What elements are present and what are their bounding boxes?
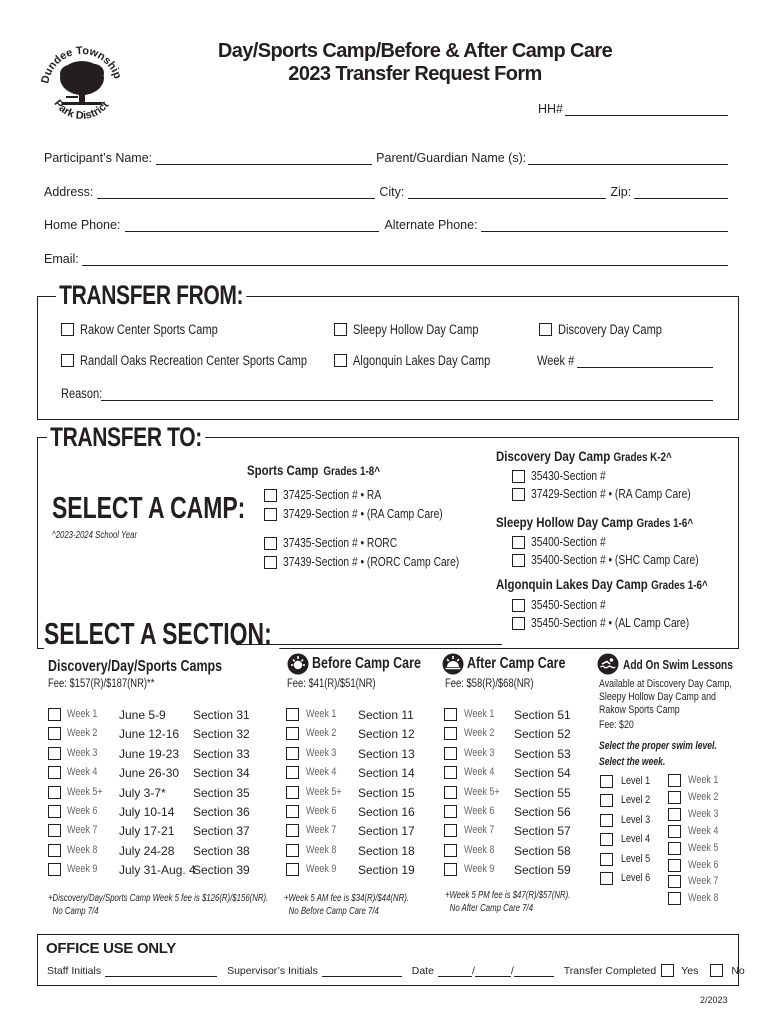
date-sep-2: /: [510, 965, 514, 977]
sleepy-hollow-checkbox[interactable]: [334, 323, 347, 336]
camp-section: Section 32: [193, 727, 250, 742]
camps-fee: Fee: $157(R)/$187(NR)**: [48, 678, 155, 690]
camp-section: Section 31: [193, 708, 250, 722]
camp-week-label: Week 2: [67, 727, 98, 740]
before-week-label: Week 7: [306, 824, 337, 837]
after-section: Section 52: [514, 727, 571, 742]
office-use-heading: OFFICE USE ONLY: [46, 940, 176, 957]
sleepy-35400-care-label: 35400-Section # • (SHC Camp Care): [531, 553, 699, 567]
home-phone-label: Home Phone:: [44, 218, 121, 232]
before-week-label: Week 4: [306, 766, 337, 779]
before-week-checkbox[interactable]: [286, 727, 299, 740]
before-week-checkbox[interactable]: [286, 805, 299, 818]
swim-level-label: Level 3: [621, 813, 651, 826]
participant-field[interactable]: [156, 153, 372, 165]
city-label: City:: [379, 185, 405, 199]
swim-week-checkbox[interactable]: [668, 808, 681, 821]
school-year-note: ^2023-2024 School Year: [52, 530, 138, 541]
camp-date: June 5-9: [119, 708, 166, 722]
before-column-title: Before Camp Care: [312, 655, 421, 672]
camp-section: Section 35: [193, 785, 250, 800]
camp-date: July 17-21: [119, 824, 175, 839]
camp-week-label: Week 8: [67, 843, 98, 856]
after-week-label: Week 1: [464, 708, 495, 720]
tree-icon: [36, 38, 128, 130]
date-sep-1: /: [471, 965, 475, 977]
camp-section: Section 33: [193, 746, 250, 761]
algonquin-35450-care-checkbox[interactable]: [512, 617, 525, 630]
before-note-2: No Before Camp Care 7/4: [288, 906, 379, 917]
after-note-2: No After Camp Care 7/4: [449, 903, 534, 914]
algonquin-checkbox[interactable]: [334, 354, 347, 367]
before-week-checkbox[interactable]: [286, 863, 299, 876]
park-district-logo: [36, 38, 128, 130]
after-week-checkbox[interactable]: [444, 844, 457, 857]
after-week-checkbox[interactable]: [444, 786, 457, 799]
form-title: Day/Sports Camp/Before & After Camp Care: [217, 40, 613, 62]
sports-37439-label: 37439-Section # • (RORC Camp Care): [283, 555, 460, 569]
sports-camp-grades: Grades 1-8^: [323, 464, 380, 478]
sleepy-35400-label: 35400-Section #: [531, 535, 606, 549]
camp-week-checkbox[interactable]: [48, 708, 61, 721]
after-week-checkbox[interactable]: [444, 824, 457, 837]
before-section: Section 13: [358, 746, 415, 761]
revision-date: 2/2023: [700, 995, 728, 1005]
address-label: Address:: [44, 185, 94, 199]
before-section: Section 12: [358, 727, 415, 742]
supervisor-initials-label: Supervisor’s Initials: [227, 965, 318, 977]
camp-date: June 19-23: [119, 746, 180, 761]
after-note-1: +Week 5 PM fee is $47(R)/$57(NR).: [445, 890, 571, 901]
swim-desc-3: Rakow Sports Camp: [599, 704, 680, 716]
address-field[interactable]: [97, 187, 375, 199]
after-week-label: Week 4: [464, 766, 495, 779]
sports-37429-checkbox[interactable]: [264, 508, 277, 521]
after-section: Section 56: [514, 805, 571, 819]
camp-section: Section 37: [193, 824, 250, 839]
camps-note-2: No Camp 7/4: [52, 906, 99, 917]
sleepy-camp-title: Sleepy Hollow Day Camp: [496, 514, 634, 530]
home-phone-field[interactable]: [125, 220, 379, 232]
swim-level-label: Level 1: [621, 775, 651, 787]
after-week-checkbox[interactable]: [444, 747, 457, 760]
week-label: Week #: [537, 353, 575, 368]
before-fee: Fee: $41(R)/$51(NR): [287, 678, 376, 690]
after-week-label: Week 8: [464, 843, 495, 856]
sports-37435-label: 37435-Section # • RORC: [283, 536, 398, 550]
after-week-label: Week 7: [464, 824, 495, 837]
camp-date: June 12-16: [119, 727, 180, 742]
alt-phone-field[interactable]: [481, 220, 728, 232]
before-section: Section 16: [358, 805, 415, 819]
swim-week-label: Week 6: [688, 858, 719, 871]
sleepy-35400-care-checkbox[interactable]: [512, 554, 525, 567]
after-section: Section 54: [514, 766, 571, 781]
after-week-checkbox[interactable]: [444, 805, 457, 818]
parent-label: Parent/Guardian Name (s):: [376, 151, 527, 165]
discovery-camp-title: Discovery Day Camp: [496, 448, 611, 464]
swim-level-label: Level 5: [621, 852, 651, 865]
before-note-1: +Week 5 AM fee is $34(R)/$44(NR).: [284, 893, 410, 904]
completed-no-checkbox[interactable]: [710, 964, 723, 977]
algonquin-camp-title: Algonquin Lakes Day Camp: [496, 576, 648, 592]
date-month-field[interactable]: [438, 967, 472, 977]
camp-week-label: Week 5+: [67, 785, 103, 798]
camp-week-checkbox[interactable]: [48, 766, 61, 779]
before-week-checkbox[interactable]: [286, 766, 299, 779]
camp-week-label: Week 9: [67, 863, 98, 876]
swim-week-checkbox[interactable]: [668, 791, 681, 804]
sports-camp-title: Sports Camp: [247, 462, 319, 478]
after-week-label: Week 9: [464, 863, 495, 876]
after-section: Section 59: [514, 863, 571, 878]
camp-week-checkbox[interactable]: [48, 844, 61, 857]
date-year-field[interactable]: [514, 967, 554, 977]
swim-level-checkbox[interactable]: [600, 853, 613, 866]
camp-date: July 24-28: [119, 843, 175, 858]
camp-week-label: Week 3: [67, 746, 98, 759]
before-week-label: Week 2: [306, 727, 337, 740]
completed-no-label: No: [731, 965, 745, 977]
date-label: Date: [411, 965, 434, 977]
camp-date: July 10-14: [119, 805, 175, 819]
select-section-rule: [236, 644, 502, 645]
sports-37425-checkbox[interactable]: [264, 489, 277, 502]
camps-column-title: Discovery/Day/Sports Camps: [48, 658, 223, 675]
transfer-to-heading: TRANSFER TO:: [47, 422, 205, 453]
swim-column-title: Add On Swim Lessons: [623, 656, 733, 672]
swim-week-label: Week 2: [688, 790, 719, 803]
sleepy-camp-grades: Grades 1-6^: [636, 516, 694, 530]
after-section: Section 58: [514, 843, 571, 858]
camp-week-checkbox[interactable]: [48, 805, 61, 818]
swim-week-checkbox[interactable]: [668, 825, 681, 838]
svg-text:Park District: Park District: [51, 97, 112, 123]
before-week-label: Week 9: [306, 863, 337, 876]
camp-section: Section 34: [193, 766, 250, 781]
algonquin-camp-grades: Grades 1-6^: [651, 578, 708, 592]
alt-phone-label: Alternate Phone:: [384, 218, 478, 232]
swim-level-checkbox[interactable]: [600, 794, 613, 807]
swim-level-checkbox[interactable]: [600, 814, 613, 827]
camp-section: Section 36: [193, 805, 250, 819]
after-section: Section 55: [514, 785, 571, 800]
swimmer-icon: [597, 653, 619, 675]
before-week-checkbox[interactable]: [286, 786, 299, 799]
camp-week-checkbox[interactable]: [48, 786, 61, 799]
select-camp-heading: SELECT A CAMP:: [52, 490, 246, 525]
before-week-checkbox[interactable]: [286, 747, 299, 760]
swim-week-checkbox[interactable]: [668, 842, 681, 855]
after-section: Section 57: [514, 824, 571, 839]
discovery-checkbox[interactable]: [539, 323, 552, 336]
swim-week-checkbox[interactable]: [668, 774, 681, 787]
after-week-checkbox[interactable]: [444, 863, 457, 876]
swim-level-label: Level 2: [621, 794, 651, 807]
select-section-heading: SELECT A SECTION:: [44, 616, 279, 652]
rakow-checkbox[interactable]: [61, 323, 74, 336]
swim-level-label: Level 4: [621, 833, 651, 846]
participant-label: Participant’s Name:: [44, 151, 153, 165]
swim-level-checkbox[interactable]: [600, 775, 613, 788]
before-section: Section 11: [358, 708, 414, 722]
camp-week-checkbox[interactable]: [48, 863, 61, 876]
swim-level-checkbox[interactable]: [600, 833, 613, 846]
sunset-icon: [442, 653, 464, 675]
transfer-from-heading: TRANSFER FROM:: [56, 280, 246, 311]
after-week-label: Week 2: [464, 727, 495, 740]
camp-week-label: Week 7: [67, 824, 98, 837]
sleepy-35400-checkbox[interactable]: [512, 536, 525, 549]
before-week-checkbox[interactable]: [286, 824, 299, 837]
before-section: Section 14: [358, 766, 415, 781]
algonquin-35450-care-label: 35450-Section # • (AL Camp Care): [531, 616, 690, 630]
hh-label: HH#: [538, 102, 564, 116]
camp-week-label: Week 1: [67, 708, 98, 720]
city-field[interactable]: [408, 187, 606, 199]
staff-initials-field[interactable]: [105, 967, 217, 977]
swim-week-label: Week 7: [688, 875, 719, 888]
camp-week-label: Week 6: [67, 805, 98, 817]
camp-week-label: Week 4: [67, 766, 98, 779]
rakow-label: Rakow Center Sports Camp: [80, 322, 218, 337]
swim-week-label: Week 4: [688, 824, 719, 837]
after-week-label: Week 5+: [464, 785, 500, 798]
transfer-completed-label: Transfer Completed: [563, 965, 657, 977]
algonquin-35450-checkbox[interactable]: [512, 599, 525, 612]
swim-instr-1: Select the proper swim level.: [599, 740, 717, 752]
swim-fee: Fee: $20: [599, 719, 634, 731]
hh-field[interactable]: [565, 104, 728, 116]
sports-37425-label: 37425-Section # • RA: [283, 488, 382, 502]
before-week-label: Week 1: [306, 708, 337, 720]
discovery-37429-label: 37429-Section # • (RA Camp Care): [531, 487, 691, 501]
algonquin-35450-label: 35450-Section #: [531, 598, 606, 612]
email-field[interactable]: [82, 254, 728, 266]
date-day-field[interactable]: [475, 967, 511, 977]
algonquin-label: Algonquin Lakes Day Camp: [353, 353, 491, 368]
camp-date: July 3-7*: [119, 785, 166, 800]
completed-yes-label: Yes: [681, 965, 699, 977]
before-section: Section 15: [358, 785, 415, 800]
after-week-label: Week 3: [464, 746, 495, 759]
swim-instr-2: Select the week.: [599, 756, 666, 768]
camp-date: June 26-30: [119, 766, 180, 781]
discovery-35430-label: 35430-Section #: [531, 469, 606, 483]
swim-week-checkbox[interactable]: [668, 875, 681, 888]
camp-week-checkbox[interactable]: [48, 747, 61, 760]
sports-37429-label: 37429-Section # • (RA Camp Care): [283, 507, 443, 521]
svg-text:Dundee Township: Dundee Township: [39, 44, 124, 85]
before-week-label: Week 5+: [306, 785, 342, 798]
camp-section: Section 39: [193, 863, 250, 878]
discovery-37429-checkbox[interactable]: [512, 488, 525, 501]
swim-desc-1: Available at Discovery Day Camp,: [599, 678, 732, 690]
swim-week-checkbox[interactable]: [668, 892, 681, 905]
before-week-label: Week 3: [306, 746, 337, 759]
randall-oaks-label: Randall Oaks Recreation Center Sports Camp: [80, 353, 308, 368]
camp-week-checkbox[interactable]: [48, 727, 61, 740]
camp-week-checkbox[interactable]: [48, 824, 61, 837]
after-week-checkbox[interactable]: [444, 727, 457, 740]
after-section: Section 53: [514, 746, 571, 761]
form-subtitle: 2023 Transfer Request Form: [288, 63, 542, 85]
week-field[interactable]: [577, 354, 713, 368]
sports-37439-checkbox[interactable]: [264, 556, 277, 569]
camps-note-1: +Discovery/Day/Sports Camp Week 5 fee is $126(R)/$156(NR).: [48, 893, 269, 904]
discovery-label: Discovery Day Camp: [558, 322, 662, 337]
discovery-camp-grades: Grades K-2^: [613, 450, 672, 464]
before-week-checkbox[interactable]: [286, 844, 299, 857]
swim-level-checkbox[interactable]: [600, 872, 613, 885]
before-section: Section 17: [358, 824, 415, 839]
parent-field[interactable]: [528, 153, 728, 165]
staff-initials-label: Staff Initials: [47, 965, 102, 977]
after-section: Section 51: [514, 708, 571, 722]
after-week-checkbox[interactable]: [444, 766, 457, 779]
swim-level-label: Level 6: [621, 872, 651, 884]
before-week-checkbox[interactable]: [286, 708, 299, 721]
swim-week-label: Week 5: [688, 841, 719, 854]
sunrise-icon: [287, 653, 309, 675]
randall-oaks-checkbox[interactable]: [61, 354, 74, 367]
swim-week-label: Week 3: [688, 807, 719, 820]
zip-field[interactable]: [634, 187, 728, 199]
swim-desc-2: Sleepy Hollow Day Camp and: [599, 691, 716, 703]
camp-date: July 31-Aug. 4: [119, 863, 196, 878]
supervisor-initials-field[interactable]: [322, 967, 402, 977]
after-fee: Fee: $58(R)/$68(NR): [445, 678, 534, 690]
reason-field[interactable]: [101, 387, 713, 401]
completed-yes-checkbox[interactable]: [661, 964, 674, 977]
discovery-35430-checkbox[interactable]: [512, 470, 525, 483]
reason-label: Reason:: [61, 386, 103, 401]
after-column-title: After Camp Care: [467, 655, 566, 672]
swim-week-label: Week 8: [688, 892, 719, 905]
email-label: Email:: [44, 252, 79, 266]
before-section: Section 19: [358, 863, 415, 878]
swim-week-checkbox[interactable]: [668, 859, 681, 872]
sleepy-hollow-label: Sleepy Hollow Day Camp: [353, 322, 479, 337]
after-week-checkbox[interactable]: [444, 708, 457, 721]
swim-week-label: Week 1: [688, 774, 719, 786]
sports-37435-checkbox[interactable]: [264, 537, 277, 550]
camp-section: Section 38: [193, 843, 250, 858]
after-week-label: Week 6: [464, 805, 495, 817]
before-section: Section 18: [358, 843, 415, 858]
zip-label: Zip:: [610, 185, 632, 199]
before-week-label: Week 8: [306, 843, 337, 856]
before-week-label: Week 6: [306, 805, 337, 817]
